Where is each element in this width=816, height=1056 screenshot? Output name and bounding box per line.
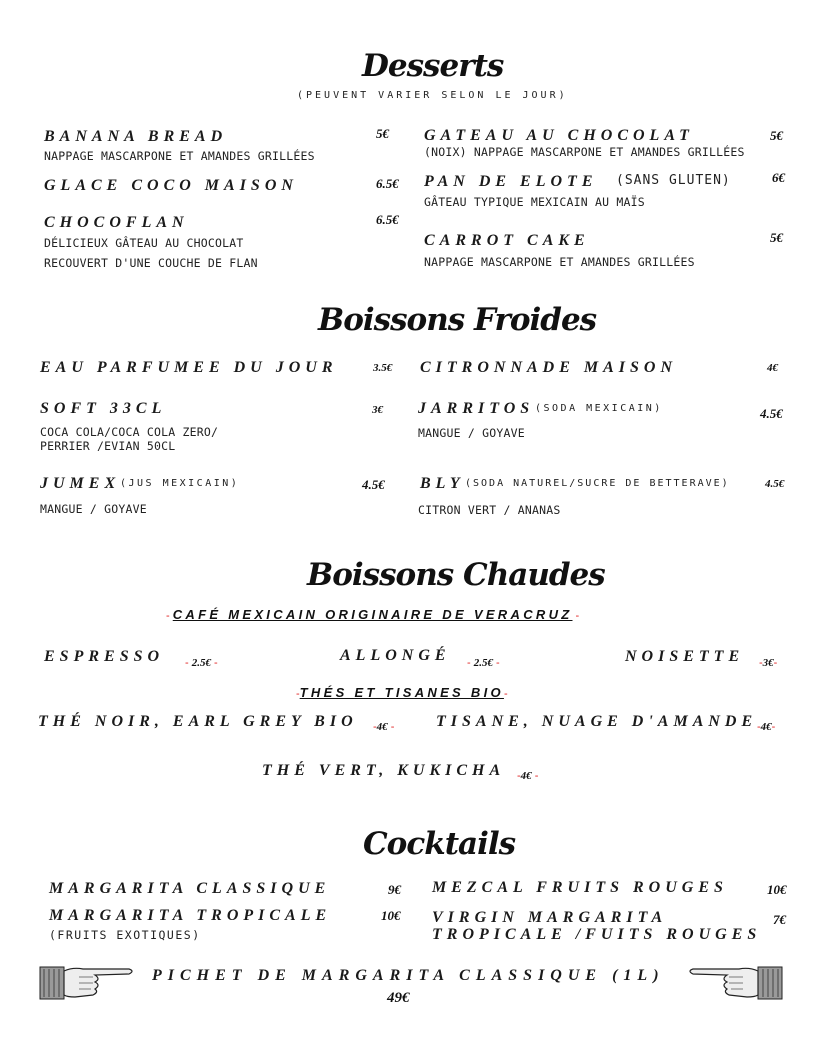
dash-decoration: - bbox=[373, 721, 377, 733]
tisane-price-group bbox=[757, 715, 775, 734]
jarritos-desc: MANGUE / GOYAVE bbox=[418, 426, 525, 440]
jumex-desc: MANGUE / GOYAVE bbox=[40, 502, 147, 516]
cafe-header bbox=[166, 604, 579, 623]
jumex-price: 4.5€ bbox=[362, 477, 385, 492]
pan-de-elote-name: PAN DE ELOTE bbox=[424, 173, 598, 190]
virgin-margarita-name-2: TROPICALE /FUITS ROUGES bbox=[432, 926, 762, 943]
jarritos-note: (SODA MEXICAIN) bbox=[535, 403, 663, 414]
pan-de-elote-note: (SANS GLUTEN) bbox=[616, 173, 731, 188]
noisette-price: 3€ bbox=[762, 657, 774, 669]
boissons-froides-title: Boissons Froides bbox=[318, 302, 597, 338]
noisette-name: NOISETTE bbox=[625, 648, 745, 665]
dash-decoration: - bbox=[185, 657, 192, 669]
gateau-chocolat-name: GATEAU AU CHOCOLAT bbox=[424, 127, 694, 144]
espresso-price-group bbox=[185, 651, 218, 670]
pan-de-elote-price: 6€ bbox=[772, 170, 785, 185]
banana-bread-price: 5€ bbox=[376, 126, 389, 141]
allonge-price-group bbox=[467, 651, 500, 670]
dash-decoration: - bbox=[517, 770, 521, 782]
tisane-name: TISANE, NUAGE D'AMANDE bbox=[436, 713, 758, 730]
chocoflan-desc-2: RECOUVERT D'UNE COUCHE DE FLAN bbox=[44, 256, 258, 270]
pan-de-elote-desc: GÂTEAU TYPIQUE MEXICAIN AU MAÏS bbox=[424, 195, 645, 209]
pichet-margarita-price: 49€ bbox=[387, 990, 410, 1006]
eau-parfumee-name: EAU PARFUMEE DU JOUR bbox=[40, 359, 338, 376]
dash-decoration: - bbox=[387, 721, 395, 733]
dash-decoration: - bbox=[503, 688, 508, 700]
tisane-price: 4€ bbox=[760, 721, 772, 733]
dash-decoration: - bbox=[771, 721, 776, 733]
desserts-subtitle: (PEUVENT VARIER SELON LE JOUR) bbox=[297, 90, 568, 101]
virgin-margarita-price: 7€ bbox=[773, 912, 786, 927]
dash-decoration: - bbox=[757, 721, 761, 733]
glace-coco-name: GLACE COCO MAISON bbox=[44, 177, 298, 194]
bly-name: BLY bbox=[420, 475, 465, 492]
jarritos-price: 4.5€ bbox=[760, 406, 783, 421]
chocoflan-price: 6.5€ bbox=[376, 212, 399, 227]
espresso-price: 2.5€ bbox=[191, 657, 211, 669]
margarita-tropicale-price: 10€ bbox=[381, 908, 401, 923]
virgin-margarita-name-1: VIRGIN MARGARITA bbox=[432, 909, 668, 926]
mezcal-fruits-rouges-price: 10€ bbox=[767, 882, 787, 897]
dash-decoration: - bbox=[210, 657, 218, 669]
gateau-chocolat-price: 5€ bbox=[770, 128, 783, 143]
margarita-tropicale-desc: (FRUITS EXOTIQUES) bbox=[49, 928, 201, 942]
boissons-chaudes-title: Boissons Chaudes bbox=[307, 557, 605, 593]
dash-decoration: - bbox=[166, 610, 173, 622]
the-header bbox=[296, 682, 508, 701]
dash-decoration: - bbox=[572, 610, 580, 622]
the-vert-price-group bbox=[517, 764, 538, 783]
banana-bread-desc: NAPPAGE MASCARPONE ET AMANDES GRILLÉES bbox=[44, 149, 315, 163]
jarritos-name: JARRITOS bbox=[418, 400, 535, 417]
dash-decoration: - bbox=[531, 770, 539, 782]
citronnade-name: CITRONNADE MAISON bbox=[420, 359, 678, 376]
pointing-hand-right-icon bbox=[39, 961, 137, 1003]
bly-price: 4.5€ bbox=[765, 478, 785, 490]
the-noir-price: 4€ bbox=[376, 721, 388, 733]
margarita-tropicale-name: MARGARITA TROPICALE bbox=[49, 907, 332, 924]
banana-bread-name: BANANA BREAD bbox=[44, 128, 228, 145]
bly-desc: CITRON VERT / ANANAS bbox=[418, 503, 561, 517]
soft-desc-1: COCA COLA/COCA COLA ZERO/ bbox=[40, 425, 219, 439]
chocoflan-name: CHOCOFLAN bbox=[44, 214, 189, 231]
gateau-chocolat-desc: (NOIX) NAPPAGE MASCARPONE ET AMANDES GRILLÉES bbox=[424, 145, 745, 159]
pointing-hand-left-icon bbox=[685, 961, 783, 1003]
noisette-price-group bbox=[759, 651, 777, 670]
carrot-cake-desc: NAPPAGE MASCARPONE ET AMANDES GRILLÉES bbox=[424, 255, 695, 269]
the-noir-price-group bbox=[373, 715, 394, 734]
dash-decoration: - bbox=[467, 657, 474, 669]
allonge-price: 2.5€ bbox=[473, 657, 493, 669]
margarita-classique-name: MARGARITA CLASSIQUE bbox=[49, 880, 331, 897]
chocoflan-desc-1: DÉLICIEUX GÂTEAU AU CHOCOLAT bbox=[44, 236, 244, 250]
bly-note: (SODA NATUREL/SUCRE DE BETTERAVE) bbox=[465, 478, 730, 489]
the-vert-price: 4€ bbox=[520, 770, 532, 782]
cocktails-title: Cocktails bbox=[363, 826, 516, 862]
the-vert-name: THÉ VERT, KUKICHA bbox=[262, 762, 506, 779]
dash-decoration: - bbox=[773, 657, 778, 669]
dash-decoration: - bbox=[492, 657, 500, 669]
soft-name: SOFT 33CL bbox=[40, 400, 167, 417]
desserts-title: Desserts bbox=[362, 48, 504, 84]
the-header-label: THÉS ET TISANES BIO bbox=[299, 685, 504, 700]
pichet-margarita-name: PICHET DE MARGARITA CLASSIQUE (1L) bbox=[152, 967, 665, 984]
cafe-header-label: CAFÉ MEXICAIN ORIGINAIRE DE VERACRUZ bbox=[172, 607, 573, 622]
margarita-classique-price: 9€ bbox=[388, 882, 401, 897]
allonge-name: ALLONGÉ bbox=[340, 647, 451, 664]
soft-desc-2: PERRIER /EVIAN 50CL bbox=[40, 439, 176, 453]
mezcal-fruits-rouges-name: MEZCAL FRUITS ROUGES bbox=[432, 879, 728, 896]
carrot-cake-price: 5€ bbox=[770, 230, 783, 245]
jumex-note: (JUS MEXICAIN) bbox=[120, 478, 240, 489]
carrot-cake-name: CARROT CAKE bbox=[424, 232, 590, 249]
citronnade-price: 4€ bbox=[767, 362, 778, 374]
soft-price: 3€ bbox=[372, 404, 383, 416]
espresso-name: ESPRESSO bbox=[44, 648, 165, 665]
glace-coco-price: 6.5€ bbox=[376, 176, 399, 191]
jumex-name: JUMEX bbox=[40, 475, 121, 492]
dash-decoration: - bbox=[759, 657, 763, 669]
dash-decoration: - bbox=[296, 688, 300, 700]
the-noir-name: THÉ NOIR, EARL GREY BIO bbox=[38, 713, 358, 730]
eau-parfumee-price: 3.5€ bbox=[373, 362, 393, 374]
